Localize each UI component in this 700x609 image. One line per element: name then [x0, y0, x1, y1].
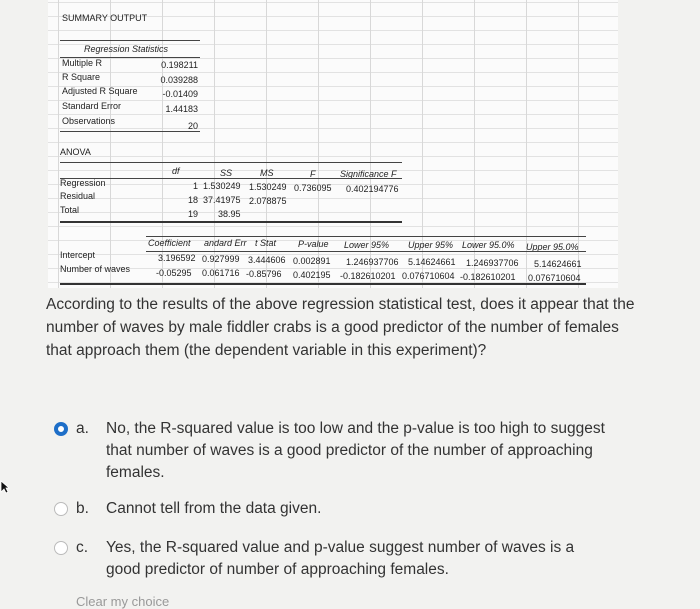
anova-header-sig: Significance F — [340, 169, 397, 179]
stat-label: Adjusted R Square — [62, 86, 138, 96]
rule — [60, 283, 586, 285]
regression-statistics-header: Regression Statistics — [84, 44, 169, 54]
summary-title: SUMMARY OUTPUT — [62, 13, 148, 23]
anova-cell: 19 — [187, 209, 198, 219]
coef-header: Coefficient — [148, 238, 191, 248]
option-text: No, the R-squared value is too low and the p-value is too high to suggest that number of waves is a good predictor of the number of approaching females. — [106, 420, 605, 481]
anova-cell: 1.530249 — [203, 181, 241, 191]
rule — [60, 178, 402, 179]
coef-cell: 3.444606 — [248, 255, 286, 265]
anova-title: ANOVA — [60, 147, 91, 157]
coef-cell: 0.002891 — [293, 256, 331, 266]
radio-icon[interactable] — [54, 541, 68, 555]
rule — [60, 221, 402, 223]
coef-cell: 0.402195 — [293, 270, 331, 280]
anova-cell: 38.95 — [218, 209, 241, 219]
stat-value: 0.039288 — [160, 75, 198, 85]
coef-cell: -0.182610201 — [460, 272, 516, 282]
stat-value: -0.01409 — [162, 89, 198, 99]
anova-row-label: Total — [60, 205, 80, 215]
coef-cell: 0.061716 — [202, 268, 240, 278]
coef-header: Lower 95.0% — [462, 240, 515, 250]
coef-cell: 0.076710604 — [528, 273, 581, 283]
option-text: Cannot tell from the data given. — [106, 500, 322, 517]
regression-output-screenshot — [48, 0, 618, 288]
radio-selected-icon[interactable] — [54, 422, 68, 436]
coef-cell: 0.927999 — [202, 254, 240, 264]
stat-label: Standard Error — [62, 101, 122, 111]
radio-icon[interactable] — [54, 502, 68, 516]
mouse-cursor-icon — [0, 480, 10, 494]
coef-cell: 1.246937706 — [466, 258, 519, 268]
stat-label: Observations — [62, 116, 116, 126]
coef-cell: 1.246937706 — [346, 257, 399, 267]
stat-value: 1.44183 — [165, 104, 198, 114]
stat-value: 20 — [187, 121, 198, 131]
stat-value: 0.198211 — [161, 60, 198, 70]
anova-cell: 0.402194776 — [346, 184, 399, 194]
coef-cell: 5.14624661 — [408, 257, 456, 267]
anova-cell: 1.530249 — [249, 182, 287, 192]
rule — [60, 131, 200, 132]
anova-header-f: F — [310, 169, 316, 179]
option-a[interactable] — [54, 418, 614, 484]
rule — [146, 236, 586, 237]
option-text: Yes, the R-squared value and p-value suggest number of waves is a good predictor of number of approaching females. — [106, 539, 575, 578]
anova-cell: 0.736095 — [294, 183, 332, 193]
anova-row-label: Residual — [60, 191, 96, 201]
coef-header: t Stat — [255, 238, 277, 248]
coef-header: andard Err — [204, 238, 247, 248]
coef-row-label: Intercept — [60, 250, 96, 260]
stat-label: Multiple R — [62, 58, 103, 68]
option-letter: a. — [76, 420, 89, 437]
option-letter: b. — [76, 500, 89, 517]
coef-row-label: Number of waves — [60, 264, 131, 274]
coef-cell: 3.196592 — [158, 253, 196, 263]
anova-cell: 1 — [192, 181, 198, 191]
rule — [146, 251, 586, 252]
option-letter: c. — [76, 539, 89, 556]
clear-choice-link[interactable]: Clear my choice — [76, 594, 170, 609]
anova-cell: 18 — [187, 195, 198, 205]
coef-header: P-value — [298, 239, 329, 249]
anova-header-df: df — [172, 166, 180, 176]
coef-header: Upper 95.0% — [526, 242, 579, 252]
anova-cell: 2.078875 — [249, 196, 287, 206]
coef-cell: -0.182610201 — [340, 271, 396, 281]
coef-cell: -0.85796 — [246, 269, 282, 279]
anova-cell: 37.41975 — [203, 195, 241, 205]
option-b[interactable] — [54, 498, 614, 520]
coef-cell: 0.076710604 — [402, 271, 455, 281]
coef-cell: 5.14624661 — [534, 259, 582, 269]
rule — [60, 162, 402, 163]
anova-header-ms: MS — [260, 168, 274, 178]
option-c[interactable] — [54, 537, 614, 581]
anova-header-ss: SS — [220, 168, 233, 178]
stat-label: R Square — [62, 72, 101, 82]
coef-header: Lower 95% — [344, 240, 390, 250]
rule — [60, 40, 200, 41]
anova-row-label: Regression — [60, 178, 106, 188]
question-text: According to the results of the above regression statistical test, does it appear that the number of waves by male fiddler crabs is a good predictor of the number of females that approach them (the dependent variable in this experiment)? — [46, 296, 635, 359]
coef-header: Upper 95% — [408, 240, 454, 250]
coef-cell: -0.05295 — [156, 268, 192, 278]
